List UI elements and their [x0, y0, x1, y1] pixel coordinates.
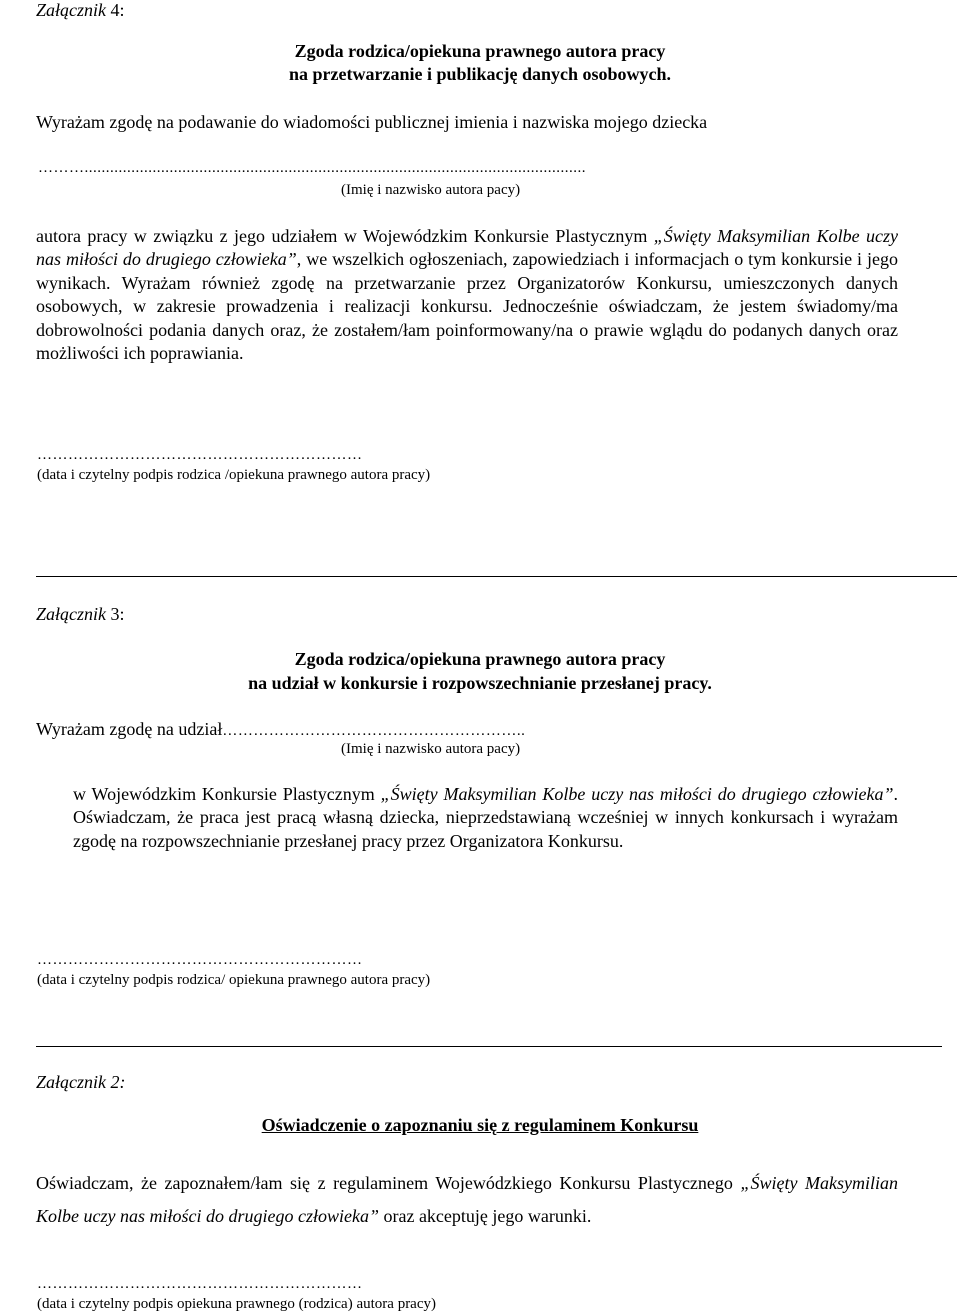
annex4-p-rest: , we wszelkich ogłoszeniach, zapowiedziach i informacjach o tym konkursie i jego wynikach. Wyrażam również zgodę na przetwarzanie przez Organizatorów Konkursu, umieszczonych danych osobowych, w zakresie prowadzenia i realizacji konkursu. Jednocześnie oświadczam, że jestem świadomy/ma dobrowolności podania danych oraz, że zostałem/łam poinformowany/na o prawie wglądu do podanych danych oraz możliwości ich poprawiania. — [36, 249, 898, 364]
annex3-consent-line — [36, 719, 525, 740]
annex2-p-title: „Święty Maksymilian Kolbe uczy nas miłości do drugiego człowieka” — [36, 1173, 898, 1226]
annex3-p-title: „Święty Maksymilian Kolbe uczy nas miłości do drugiego człowieka” — [380, 784, 894, 804]
annex3-consent-start: Wyrażam zgodę na udział — [36, 719, 223, 739]
annex4-label: Załącznik — [36, 0, 106, 20]
annex2-p-start: Oświadczam, że zapoznałem/łam się z regulaminem Wojewódzkiego Konkursu Plastycznego — [36, 1173, 741, 1193]
annex4-title-line1: Zgoda rodzica/opiekuna prawnego autora pracy — [294, 41, 666, 61]
annex2-label: Załącznik 2: — [36, 1072, 126, 1092]
annex4-intro: Wyrażam zgodę na podawanie do wiadomości publicznej imienia i nazwiska mojego dziecka — [36, 112, 708, 132]
annex4-p-start: autora pracy w związku z jego udziałem w Wojewódzkim Konkursie Plastycznym — [36, 226, 654, 246]
annex3-title-line1: Zgoda rodzica/opiekuna prawnego autora pracy — [294, 649, 666, 669]
annex3-consent-dots: ………………………………………………….. — [222, 723, 526, 739]
annex4-label-row — [36, 0, 125, 21]
annex4-name-dots: ………...................................................................................................................... — [38, 160, 586, 176]
annex3-signature-caption: (data i czytelny podpis rodzica/ opiekuna prawnego autora pracy) — [37, 972, 431, 988]
annex3-label-row — [36, 604, 125, 625]
annex3-p-start: w Wojewódzkim Konkursie Plastycznym — [73, 784, 381, 804]
section-divider-1 — [36, 576, 957, 577]
annex4-signature-caption: (data i czytelny podpis rodzica /opiekuna prawnego autora pracy) — [37, 467, 431, 483]
annex2-signature-caption: (data i czytelny podpis opiekuna prawnego (rodzica) autora pracy) — [37, 1296, 436, 1312]
annex3-name-caption: (Imię i nazwisko autora pacy) — [341, 741, 521, 757]
annex4-name-caption: (Imię i nazwisko autora pacy) — [341, 182, 521, 198]
annex3-label: Załącznik — [36, 604, 106, 624]
annex2-paragraph — [36, 1167, 898, 1233]
annex2-signature-dots: ……………………………………………………… — [37, 1276, 363, 1292]
annex3-p-rest: . Oświadczam, że praca jest pracą własną dziecka, nieprzedstawianą wcześniej w innych konkursach i wyrażam zgodę na rozpowszechnianie przesłanej pracy przez Organizatora Konkursu. — [73, 784, 898, 851]
annex4-title-line2: na przetwarzanie i publikację danych osobowych. — [288, 64, 672, 84]
annex3-signature-dots: ……………………………………………………… — [37, 952, 363, 968]
annex3-paragraph — [73, 783, 898, 853]
section-divider-2 — [36, 1046, 942, 1047]
annex2-p-rest: oraz akceptuję jego warunki. — [378, 1206, 592, 1226]
annex4-number: 4: — [110, 0, 125, 20]
annex3-number: 3: — [110, 604, 125, 624]
annex4-paragraph — [36, 225, 898, 365]
annex4-p-title: „Święty Maksymilian Kolbe uczy nas miłości do drugiego człowieka” — [36, 226, 898, 270]
annex3-title-line2: na udział w konkursie i rozpowszechnianie przesłanej pracy. — [248, 673, 712, 693]
annex2-title: Oświadczenie o zapoznaniu się z regulaminem Konkursu — [261, 1115, 699, 1135]
annex4-signature-dots: ……………………………………………………… — [37, 447, 363, 463]
